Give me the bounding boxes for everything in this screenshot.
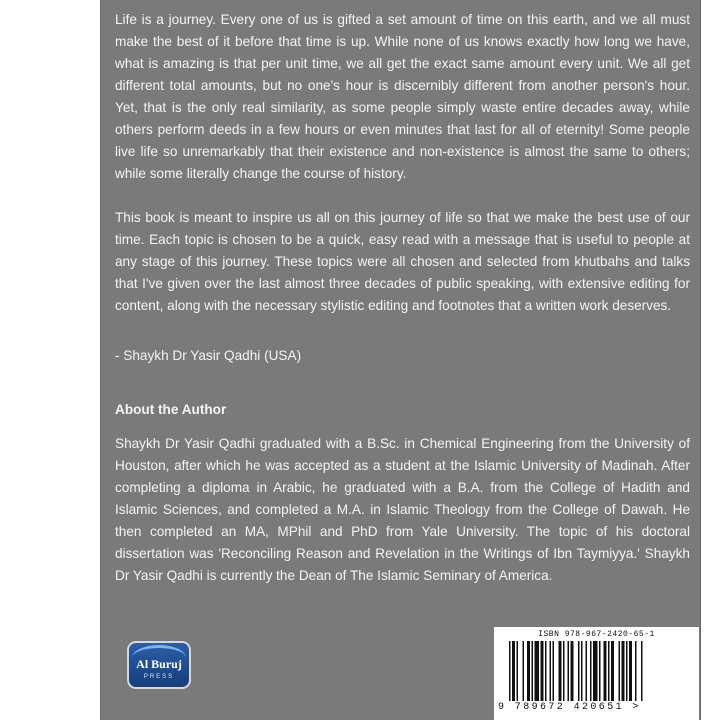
about-author-text: Shaykh Dr Yasir Qadhi graduated with a B.Sc. in Chemical Engineering from the University of Houston, after which he was accepted as a student at the Islamic University of Madinah. After completing a diploma in Arabic, he graduated with a B.A. from the College of Hadith and Islamic Sciences, and completed a M.A. in Islamic Theology from the College of Dawah. He then completed an MA, MPhil and PhD from Yale University. The topic of his doctoral dissertation was 'Reconciling Reason and Revelation in the Writings of Ibn Taymiyya.' Shaykh Dr Yasir Qadhi is currently the Dean of The Islamic Seminary of America. bbox=[115, 436, 690, 583]
barcode-bar bbox=[553, 641, 555, 701]
barcode-bar bbox=[626, 641, 628, 701]
blurb-paragraph-2: This book is meant to inspire us all on this journey of life so that we make the best use of our time. Each topic is chosen to be a quick, easy read with a message that is useful to people at any stage of this journey. These topics were all chosen and selected from khutbahs and talks that I've given over the last almost three decades of public speaking, with extensive editing for content, along with the necessary stylistic editing and footnotes that a written work deserves. bbox=[115, 210, 690, 313]
publisher-name: Al Buruj bbox=[136, 657, 182, 671]
barcode-bar bbox=[532, 641, 534, 701]
barcode-bar bbox=[512, 641, 515, 701]
back-cover bbox=[100, 0, 701, 720]
barcode-bars-icon bbox=[509, 641, 689, 701]
barcode-bar bbox=[523, 641, 525, 701]
barcode-bar bbox=[535, 641, 540, 701]
barcode-bar bbox=[545, 641, 547, 701]
barcode-bar bbox=[586, 641, 588, 701]
barcode-bar bbox=[568, 641, 570, 701]
barcode-bar bbox=[550, 641, 552, 701]
barcode-bar bbox=[578, 641, 580, 701]
barcode-bar bbox=[593, 641, 598, 701]
barcode-bar bbox=[517, 641, 519, 701]
barcode-bar bbox=[604, 641, 607, 701]
barcode-bar bbox=[559, 641, 562, 701]
barcode-bar bbox=[611, 641, 614, 701]
author-signature: - Shaykh Dr Yasir Qadhi (USA) bbox=[115, 348, 302, 363]
barcode-bar bbox=[619, 641, 621, 701]
barcode-bar bbox=[541, 641, 544, 701]
barcode-bar bbox=[571, 641, 574, 701]
barcode-bar bbox=[629, 641, 632, 701]
barcode-bar bbox=[563, 641, 565, 701]
isbn-barcode bbox=[494, 627, 699, 720]
barcode-bar bbox=[599, 641, 601, 701]
about-author-heading: About the Author bbox=[115, 402, 227, 417]
publisher-logo bbox=[127, 641, 191, 689]
barcode-bar bbox=[641, 641, 643, 701]
barcode-bar bbox=[581, 641, 583, 701]
barcode-bar bbox=[635, 641, 637, 701]
barcode-bar bbox=[527, 641, 530, 701]
barcode-bar bbox=[608, 641, 610, 701]
barcode-bar bbox=[622, 641, 625, 701]
barcode-bar bbox=[509, 641, 511, 701]
blurb-paragraph-1: Life is a journey. Every one of us is gifted a set amount of time on this earth, and we all must make the best of it before that time is up. While none of us knows exactly how long we have, what is amazing is that per unit time, we all get the exact same amount every unit. We all get different total amounts, but no one's hour is discernibly different from another person's hour. Yet, that is the only real similarity, as some people simply waste entire decades away, while others perform deeds in a few hours or even minutes that last for all of eternity! Some people live life so unremarkably that their existence and non-existence is almost the same to others; while some literally change the course of history. bbox=[115, 12, 690, 181]
publisher-subtitle: PRESS bbox=[143, 674, 175, 680]
isbn-label: ISBN 978-967-2420-65-1 bbox=[538, 630, 655, 639]
barcode-digits: 9 789672 420651 > bbox=[498, 702, 641, 713]
barcode-bar bbox=[590, 641, 592, 701]
